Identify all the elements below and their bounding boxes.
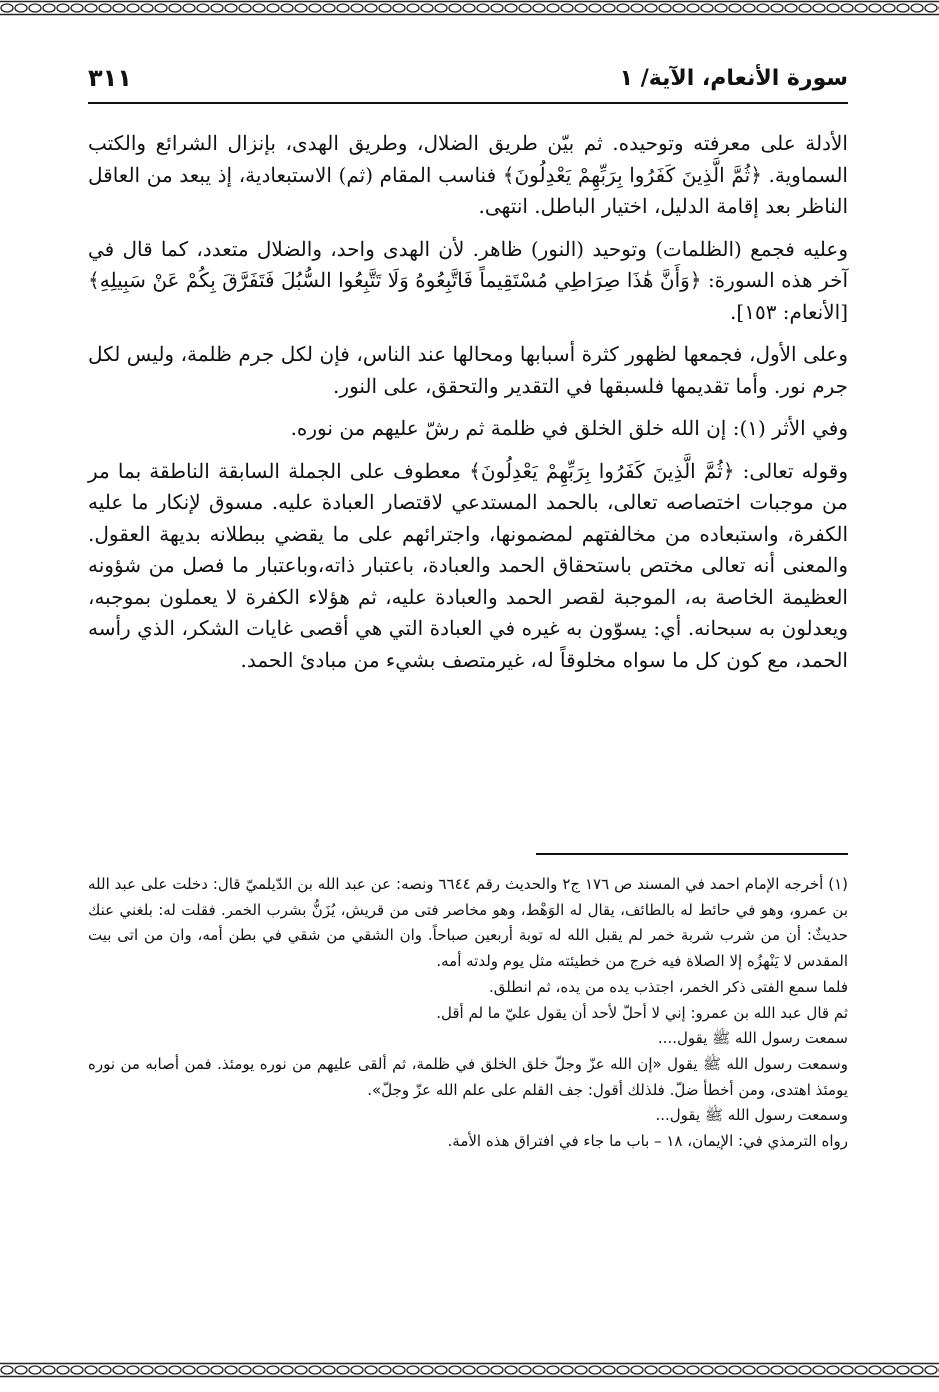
decorative-border-top: [0, 0, 939, 16]
footnote-line: وسمعت رسول الله ﷺ يقول «إن الله عزّ وجلّ خلق الخلق في ظلمة، ثم ألقى عليهم من نوره يومئذ. فمن أصابه من نوره يومئذ اهتدى، ومن أخطأ ضلّ. فلذلك أقول: جف القلم على علم الله عزّ وجلّ».: [88, 1054, 848, 1099]
footnotes: [88, 872, 848, 1155]
paragraph: وقوله تعالى: ﴿ثُمَّ الَّذِينَ كَفَرُوا بِرَبِّهِمْ يَعْدِلُونَ﴾ معطوف على الجملة السابقة الناطقة بما مر من موجبات اختصاصه تعالى، بالحمد المستدعي لاقتصار العبادة عليه. مسوق لإنكار ما عليه الكفرة، واستبعاده من مخالفتهم لمضمونها، واجترائهم على ما يقضي ببطلانه بديهة العقول. والمعنى أنه تعالى مختص باستحقاق الحمد والعبادة، باعتبار ذاته،وباعتبار ما فصل من شؤونه العظيمة الخاصة به، الموجبة لقصر الحمد والعبادة عليه، ثم هؤلاء الكفرة لا يعملون بموجبه، ويعدلون به سبحانه. أي: يسوّون به غيره في العبادة التي هي أقصى غايات الشكر، الذي رأسه الحمد، مع كون كل ما سواه مخلوقاً له، غيرمتصف بشيء من مبادئ الحمد.: [88, 458, 848, 672]
main-text: [88, 128, 848, 687]
paragraph: وعلى الأول، فجمعها لظهور كثرة أسبابها ومحالها عند الناس، فإن لكل جرم ظلمة، وليس لكل جرم نور. وأما تقديمها فلسبقها في التقدير والتحقق، على النور.: [88, 342, 848, 398]
page-title: سورة الأنعام، الآية/ ١: [619, 66, 848, 91]
page-number: ٣١١: [88, 64, 132, 92]
header-divider: [88, 102, 848, 104]
footnote-line: ثم قال عبد الله بن عمرو: إني لا أحلّ لأحد أن يقول عليّ ما لم أقل.: [436, 1003, 848, 1022]
paragraph: وعليه فجمع (الظلمات) وتوحيد (النور) ظاهر. لأن الهدى واحد، والضلال متعدد، كما قال في آخر هذه السورة: ﴿وَأَنَّ هَٰذَا صِرَاطِي مُسْتَقِيماً فَاتَّبِعُوهُ وَلَا تَتَّبِعُوا السُّبُلَ فَتَفَرَّقَ بِكُمْ عَنْ سَبِيلِهِ﴾ [الأنعام: ١٥٣].: [88, 236, 848, 324]
paragraph: وفي الأثر (١): إن الله خلق الخلق في ظلمة ثم رشّ عليهم من نوره.: [290, 416, 848, 440]
footnote-divider: [536, 853, 848, 855]
page-header: [88, 62, 848, 104]
footnote-line: سمعت رسول الله ﷺ يقول....: [657, 1029, 848, 1048]
footnote-line: رواه الترمذي في: الإيمان، ١٨ – باب ما جاء في افتراق هذه الأمة.: [447, 1132, 848, 1151]
paragraph: الأدلة على معرفته وتوحيده. ثم بيّن طريق الضلال، وطريق الهدى، بإنزال الشرائع والكتب السماوية. ﴿ثُمَّ الَّذِينَ كَفَرُوا بِرَبِّهِمْ يَعْدِلُونَ﴾ فناسب المقام (ثم) الاستبعادية، إذ يبعد من العاقل الناظر بعد إقامة الدليل، اختيار الباطل. انتهى.: [88, 131, 848, 218]
footnote-line: وسمعت رسول الله ﷺ يقول...: [655, 1106, 848, 1125]
footnote-line: (١) أخرجه الإمام احمد في المسند ص ١٧٦ ج٢ والحديث رقم ٦٦٤٤ ونصه: عن عبد الله بن الدّيلميّ قال: دخلت على عبد الله بن عمرو، وهو في حائط له بالطائف، يقال له الوَهْط، وهو مخاصر فتى من قريش، يُزَنُّ بشرب الخمر. فقلت له: بلغني عنك حديثٌ: أن من شرب شربة خمر لم يقبل الله له توبة أربعين صباحاً. وان الشقي من شقي في بطن أمه، وان من اتى بيت المقدس لا يَنْهزُه إلا الصلاة فيه خرج من خطيئته مثل يوم ولدته أمه.: [88, 875, 849, 971]
decorative-border-bottom: [0, 1362, 939, 1378]
footnote-line: فلما سمع الفتى ذكر الخمر، اجتذب يده من يده، ثم انطلق.: [488, 977, 848, 996]
